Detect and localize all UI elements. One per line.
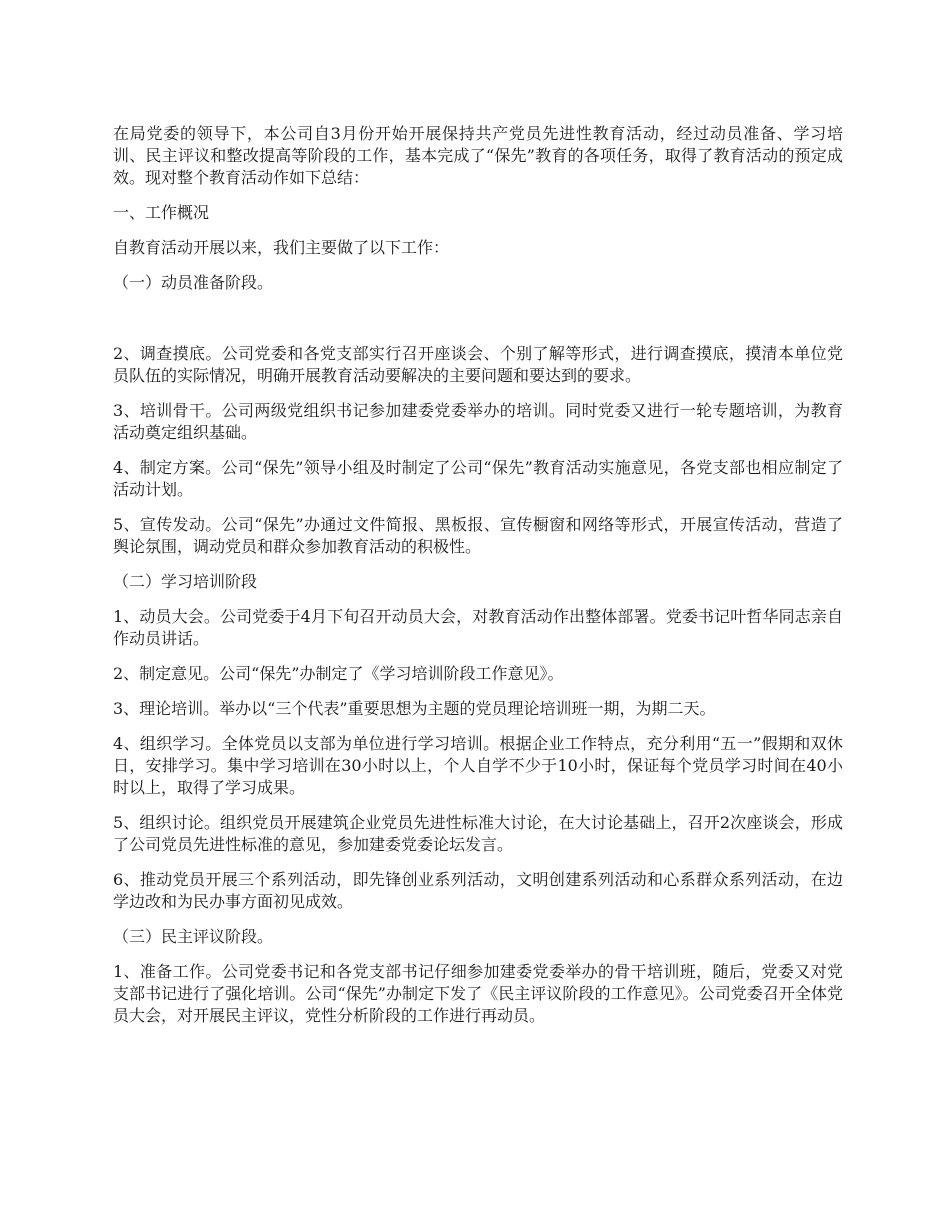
section-heading-overview: 一、工作概况 bbox=[113, 203, 210, 222]
paragraph: 3、培训骨干。公司两级党组织书记参加建委党委举办的培训。同时党委又进行一轮专题培训，为教育活动奠定组织基础。 bbox=[113, 401, 843, 442]
paragraph: 6、推动党员开展三个系列活动，即先锋创业系列活动，文明创建系列活动和心系群众系列活动，在边学边改和为民办事方面初见成效。 bbox=[113, 870, 843, 911]
paragraph: 2、调查摸底。公司党委和各党支部实行召开座谈会、个别了解等形式，进行调查摸底，摸清本单位党员队伍的实际情况，明确开展教育活动要解决的主要问题和要达到的要求。 bbox=[113, 344, 843, 385]
paragraph: 5、组织讨论。组织党员开展建筑企业党员先进性标准大讨论，在大讨论基础上，召开2次座谈会，形成了公司党员先进性标准的意见，参加建委党委论坛发言。 bbox=[113, 813, 843, 854]
paragraph: 1、动员大会。公司党委于4月下旬召开动员大会，对教育活动作出整体部署。党委书记叶哲华同志亲自作动员讲话。 bbox=[113, 607, 843, 648]
paragraph: 4、组织学习。全体党员以支部为单位进行学习培训。根据企业工作特点，充分利用“五一”假期和双休日，安排学习。集中学习培训在30小时以上，个人自学不少于10小时，保证每个党员学习时间在40小时以上，取得了学习成果。 bbox=[113, 734, 843, 797]
paragraph: 自教育活动开展以来，我们主要做了以下工作： bbox=[113, 238, 450, 257]
paragraph: 5、宣传发动。公司“保先”办通过文件简报、黑板报、宣传橱窗和网络等形式，开展宣传活动，营造了舆论氛围，调动党员和群众参加教育活动的积极性。 bbox=[113, 515, 843, 556]
document-body bbox=[113, 123, 843, 1040]
subsection-heading-study: （二）学习培训阶段 bbox=[113, 572, 258, 591]
subsection-heading-mobilization: （一）动员准备阶段。 bbox=[113, 273, 274, 292]
paragraph: 3、理论培训。举办以“三个代表”重要思想为主题的党员理论培训班一期，为期二天。 bbox=[113, 699, 716, 718]
paragraph: 4、制定方案。公司“保先”领导小组及时制定了公司“保先”教育活动实施意见，各党支部也相应制定了活动计划。 bbox=[113, 458, 843, 499]
subsection-heading-evaluation: （三）民主评议阶段。 bbox=[113, 927, 274, 946]
intro-paragraph: 在局党委的领导下，本公司自3月份开始开展保持共产党员先进性教育活动，经过动员准备、学习培训、民主评议和整改提高等阶段的工作，基本完成了“保先”教育的各项任务，取得了教育活动的预定成效。现对整个教育活动作如下总结： bbox=[113, 124, 843, 187]
paragraph: 2、制定意见。公司“保先”办制定了《学习培训阶段工作意见》。 bbox=[113, 664, 564, 683]
paragraph: 1、准备工作。公司党委书记和各党支部书记仔细参加建委党委举办的骨干培训班，随后，党委又对党支部书记进行了强化培训。公司“保先”办制定下发了《民主评议阶段的工作意见》。公司党委召开全体党员大会，对开展民主评议，党性分析阶段的工作进行再动员。 bbox=[113, 962, 843, 1025]
